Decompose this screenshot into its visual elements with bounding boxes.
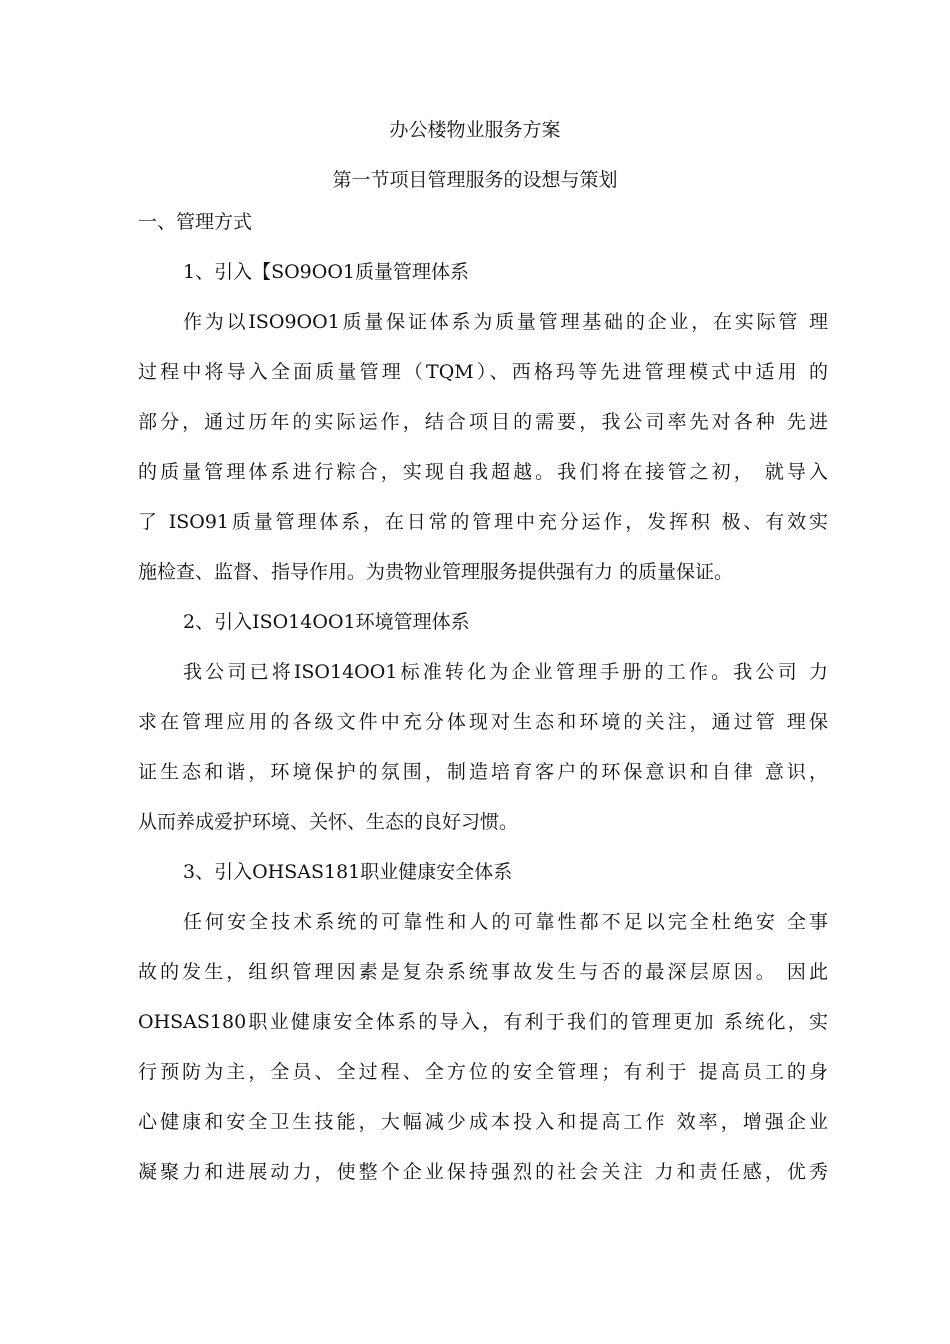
paragraph-line: 任何安全技术系统的可靠性和人的可靠性都不足以完全杜绝安 全事: [183, 911, 828, 933]
paragraph-line: 求在管理应用的各级文件中充分体现对生态和环境的关注，通过管 理保: [138, 711, 828, 733]
paragraph-line: 心健康和安全卫生技能，大幅减少成本投入和提高工作 效率，增强企业: [138, 1111, 828, 1133]
paragraph-line: OHSAS180职业健康安全体系的导入，有利于我们的管理更加 系统化，实: [138, 1011, 828, 1033]
paragraph-line: 我公司已将ISO14OO1标准转化为企业管理手册的工作。我公司 力: [183, 661, 828, 683]
paragraph-line: 故的发生，组织管理因素是复杂系统事故发生与否的最深层原因。 因此: [138, 961, 828, 983]
heading-management-method: 一、管理方式: [138, 211, 253, 233]
paragraph-line: 施检查、监督、指导作用。为贵物业管理服务提供强有力 的质量保证。: [138, 561, 734, 583]
document-title: 办公楼物业服务方案: [389, 119, 561, 141]
paragraph-line: 部分，通过历年的实际运作，结合项目的需要，我公司率先对各种 先进: [138, 411, 828, 433]
paragraph-line: 从而养成爱护环境、关怀、生态的良好习惯。: [138, 811, 519, 833]
paragraph-line: 作为以ISO9OO1质量保证体系为质量管理基础的企业，在实际管 理: [183, 311, 828, 333]
subsection-heading-ohsas: 3、引入OHSAS181职业健康安全体系: [183, 861, 513, 883]
paragraph-line: 过程中将导入全面质量管理（TQM）、西格玛等先进管理模式中适用 的: [138, 361, 828, 383]
paragraph-line: 的质量管理体系进行粽合，实现自我超越。我们将在接管之初， 就导入: [138, 461, 828, 483]
subsection-heading-iso9001: 1、引入【SO9OO1质量管理体系: [183, 261, 470, 283]
paragraph-line: 凝聚力和进展动力，使整个企业保持强烈的社会关注 力和责任感，优秀: [138, 1161, 828, 1183]
paragraph-line: 了 ISO91质量管理体系，在日常的管理中充分运作，发挥积 极、有效实: [138, 511, 828, 533]
paragraph-line: 行预防为主，全员、全过程、全方位的安全管理；有利于 提高员工的身: [138, 1061, 828, 1083]
paragraph-line: 证生态和谐，环境保护的氛围，制造培育客户的环保意识和自律 意识，: [138, 761, 828, 783]
subsection-heading-iso14001: 2、引入ISO14OO1环境管理体系: [183, 611, 470, 633]
section-title: 第一节项目管理服务的设想与策划: [332, 169, 618, 191]
